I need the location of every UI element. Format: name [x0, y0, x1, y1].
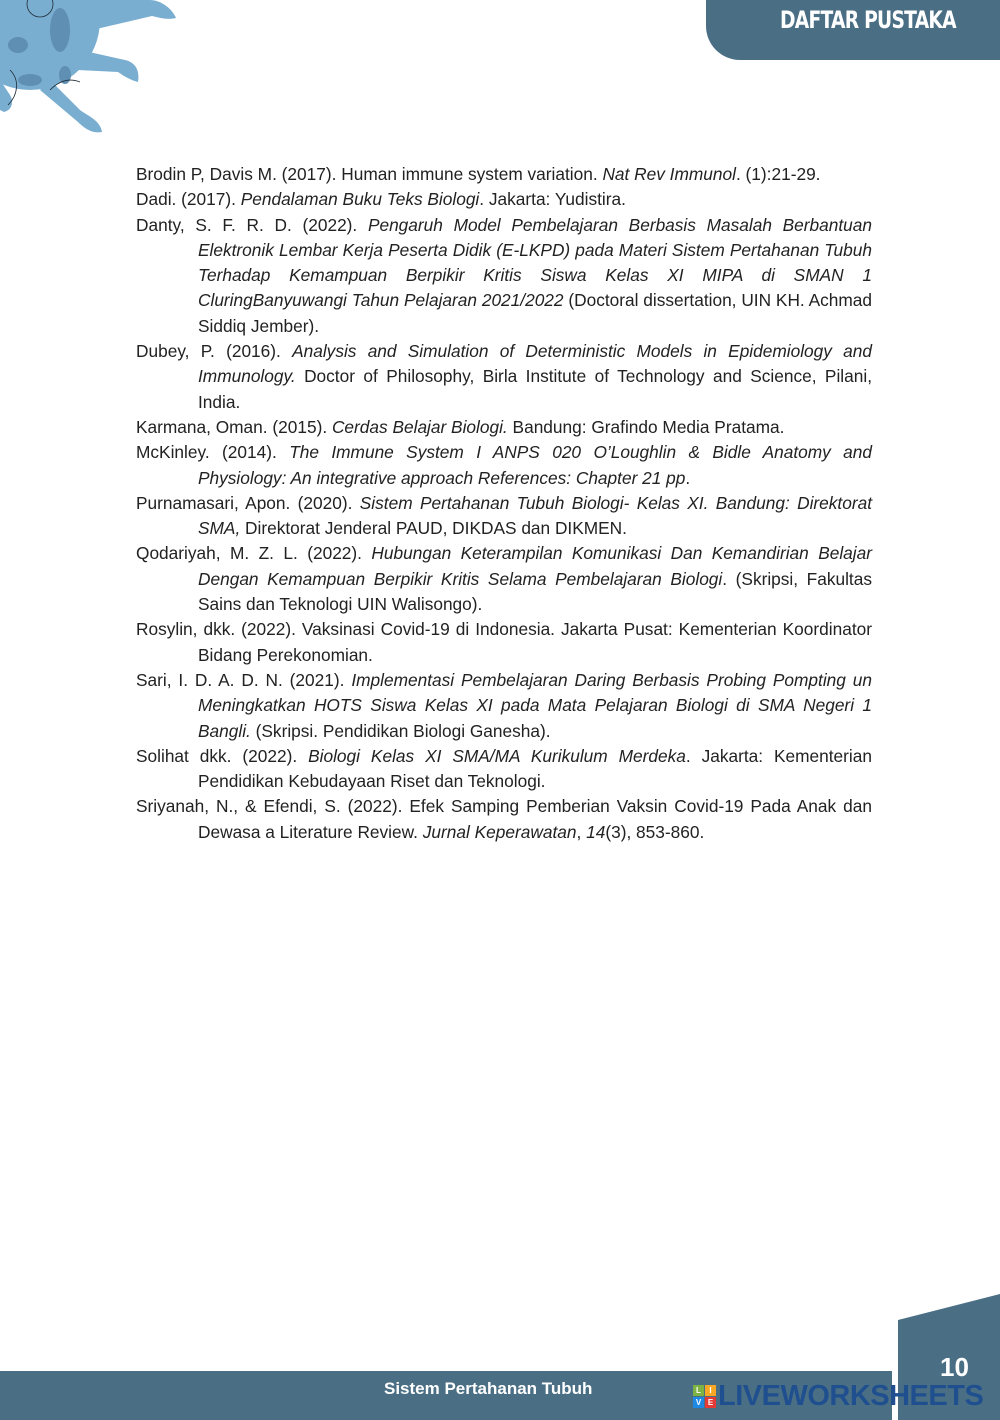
- reference-entry: [136, 213, 872, 339]
- reference-text: . (1):21-29.: [735, 164, 821, 184]
- reference-title: Implementasi Pembelajaran Daring Berbasis Probing Pompting un Meningkatkan HOTS Siswa Kelas XI pada Mata Pelajaran Biologi di SMA Negeri 1 Bangli.: [198, 669, 872, 741]
- logo-letter: E: [705, 1397, 716, 1408]
- reference-text: ,: [576, 821, 587, 842]
- page-number: 10: [940, 1352, 969, 1382]
- liveworksheets-watermark: [693, 1380, 983, 1413]
- reference-title: Biologi Kelas XI SMA/MA Kurikulum Merdeka: [308, 745, 686, 766]
- reference-entry: [136, 744, 872, 795]
- reference-text: Rosylin, dkk. (2022). Vaksinasi Covid-19 di Indonesia. Jakarta Pusat: Kementerian Koordinator Bidang Perekonomian.: [136, 619, 872, 665]
- reference-entry: [136, 339, 872, 415]
- reference-text: Sriyanah, N., & Efendi, S. (2022). Efek Samping Pemberian Vaksin Covid-19 Pada Anak dan Dewasa a Literature Review.: [136, 796, 872, 842]
- reference-entry: [136, 440, 872, 491]
- reference-entry: [136, 187, 872, 212]
- reference-text: McKinley. (2014).: [136, 442, 290, 463]
- reference-title: 14: [586, 821, 606, 842]
- reference-text: Direktorat Jenderal PAUD, DIKDAS dan DIKMEN.: [240, 518, 627, 539]
- reference-title: Pendalaman Buku Teks Biologi: [240, 189, 480, 210]
- reference-text: (Skripsi. Pendidikan Biologi Ganesha).: [250, 720, 551, 741]
- reference-title: Analysis and Simulation of Deterministic Models in Epidemiology and Immunology.: [198, 341, 873, 387]
- reference-entry: [136, 491, 872, 542]
- section-header-tab: [706, 0, 1000, 60]
- reference-list: [136, 162, 872, 845]
- reference-entry: [136, 415, 872, 440]
- reference-text: Brodin P, Davis M. (2017). Human immune system variation.: [136, 164, 603, 184]
- reference-title: Jurnal Keperawatan: [422, 821, 577, 842]
- reference-entry: [136, 162, 872, 187]
- reference-text: Dadi. (2017).: [136, 189, 241, 210]
- reference-text: Karmana, Oman. (2015).: [136, 416, 332, 437]
- reference-text: Sari, I. D. A. D. N. (2021).: [136, 669, 352, 690]
- reference-text: .: [685, 467, 691, 488]
- reference-text: Danty, S. F. R. D. (2022).: [136, 214, 368, 235]
- virus-illustration: [0, 0, 180, 140]
- reference-title: The Immune System I ANPS 020 O’Loughlin & Bidle Anatomy and Physiology: An integrative approach References: Chapter 21 pp: [198, 442, 873, 488]
- reference-text: Solihat dkk. (2022).: [136, 745, 309, 766]
- reference-text: Bandung: Grafindo Media Pratama.: [507, 416, 785, 437]
- reference-text: Dubey, P. (2016).: [136, 341, 293, 362]
- reference-title: Pengaruh Model Pembelajaran Berbasis Masalah Berbantuan Elektronik Lembar Kerja Peserta Didik (E-LKPD) pada Materi Sistem Pertahanan Tubuh Terhadap Kemampuan Berpikir Kritis Siswa Kelas XI MIPA di SMAN 1 CluringBanyuwangi Tahun Pelajaran 2021/2022: [198, 214, 872, 311]
- reference-text: Purnamasari, Apon. (2020).: [136, 492, 360, 513]
- reference-title: Cerdas Belajar Biologi.: [331, 416, 508, 437]
- reference-text: Doctor of Philosophy, Birla Institute of Technology and Science, Pilani, India.: [198, 366, 872, 412]
- reference-text: (3), 853-860.: [605, 821, 705, 842]
- section-title: DAFTAR PUSTAKA: [780, 6, 956, 34]
- reference-text: . Jakarta: Yudistira.: [479, 189, 626, 210]
- reference-title: Nat Rev Immunol: [602, 164, 736, 184]
- reference-text: . (Skripsi, Fakultas Sains dan Teknologi UIN Walisongo).: [198, 568, 872, 615]
- reference-text: . Jakarta: Kementerian Pendidikan Kebudayaan Riset dan Teknologi.: [198, 745, 872, 792]
- footer-title: Sistem Pertahanan Tubuh: [384, 1379, 593, 1398]
- watermark-text: LIVEWORKSHEETS: [718, 1380, 984, 1412]
- reference-entry: [136, 668, 872, 744]
- reference-entry: [136, 617, 872, 668]
- logo-letter: V: [693, 1397, 704, 1408]
- reference-text: Qodariyah, M. Z. L. (2022).: [136, 543, 372, 564]
- reference-text: (Doctoral dissertation, UIN KH. Achmad Siddiq Jember).: [198, 290, 873, 336]
- reference-entry: [136, 794, 872, 845]
- reference-title: Sistem Pertahanan Tubuh Biologi- Kelas XI. Bandung: Direktorat SMA,: [198, 492, 872, 539]
- reference-title: Hubungan Keterampilan Komunikasi Dan Kemandirian Belajar Dengan Kemampuan Berpikir Kritis Selama Pembelajaran Biologi: [198, 543, 872, 589]
- logo-letter: I: [705, 1385, 716, 1396]
- liveworksheets-logo-icon: [693, 1385, 716, 1408]
- logo-letter: L: [693, 1385, 704, 1396]
- reference-entry: [136, 541, 872, 617]
